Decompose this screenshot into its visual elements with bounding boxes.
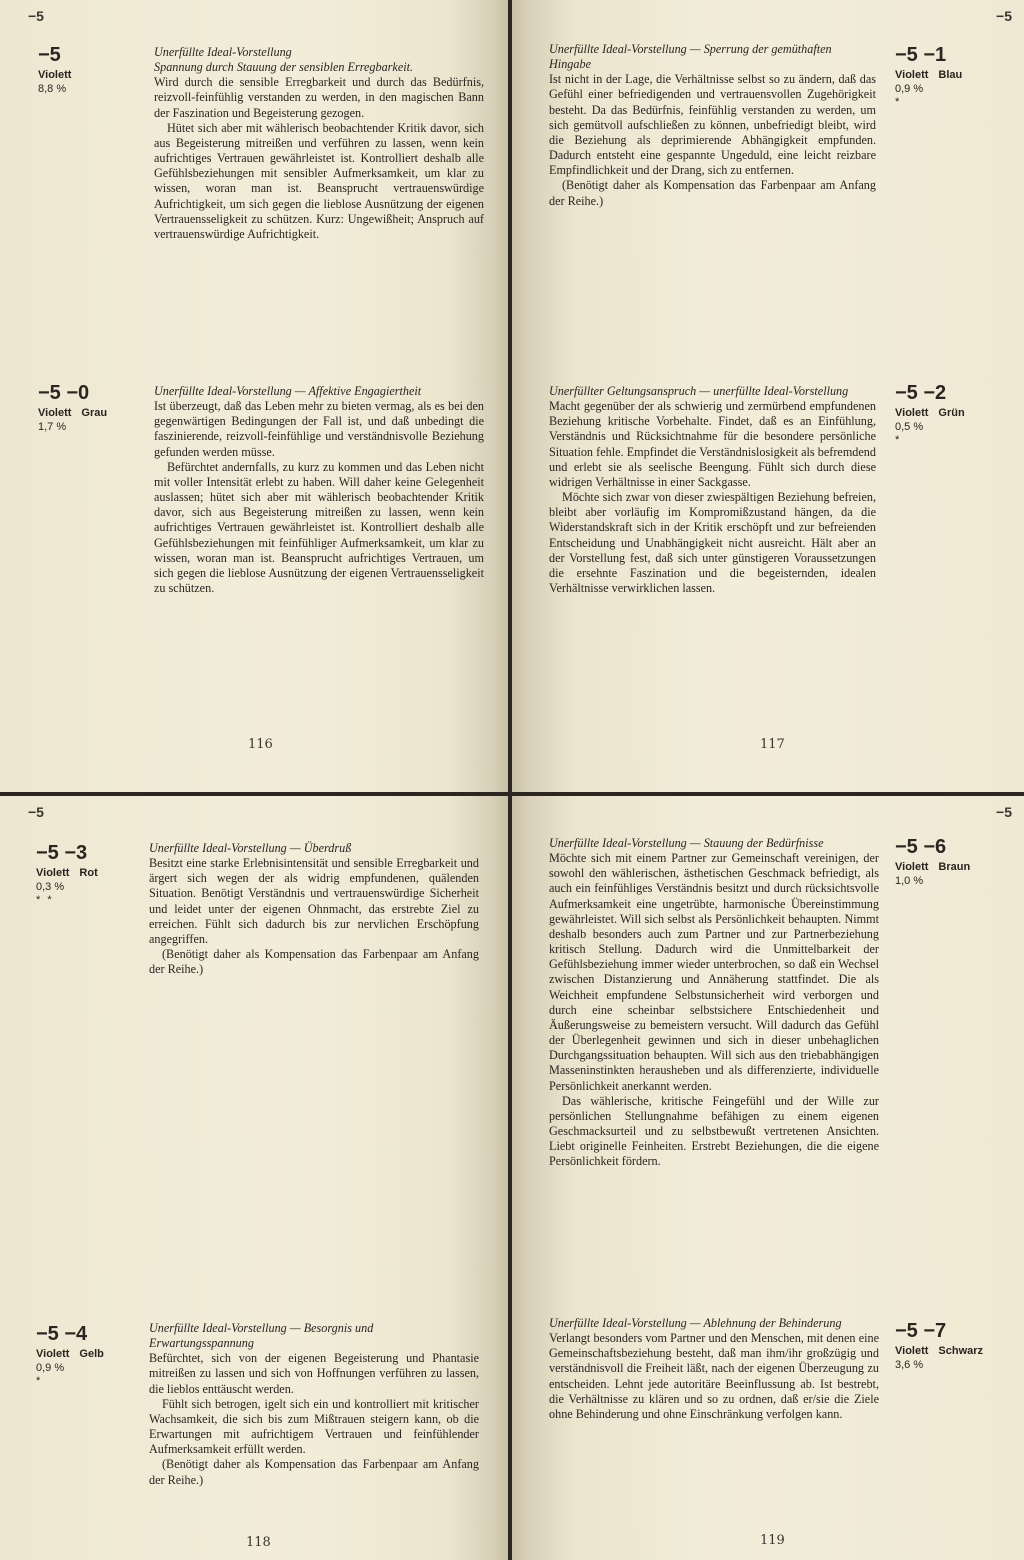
paragraph: Das wählerische, kritische Feingefühl und der Wille zur persönlichen Stellungnahme befähigen zu einem eigenen Geschmacksurteil und zu selbstbewußt vertretenen Ansichten. Liebt originelle Feinheiten. Erstrebt Beziehungen, die die eigene Persönlichkeit fördern. bbox=[549, 1093, 879, 1169]
color-code: −5 −7 bbox=[895, 1320, 947, 1342]
percentage: 1,7 % bbox=[38, 421, 67, 433]
page-number: 116 bbox=[248, 737, 273, 752]
color-code-block bbox=[38, 44, 71, 96]
percentage: 0,9 % bbox=[895, 83, 924, 95]
paragraph: Möchte sich mit einem Partner zur Gemeinschaft vereinigen, der sowohl den wählerischen, ästhetischen Geschmack befriedigt, als auch ein feinfühliges Verständnis besitzt und durch rücksichtsvolle Aufmerksamkeit eine ungetrübte, harmonische Übereinstimmung gewährleistet. Will sich selbst als Persönlichkeit behaupten. Nimmt deshalb besonders auch zum Partner und zur Partnerbeziehung kritisch Stellung. Dadurch wird die Unmittelbarkeit der Gefühlsbeziehung immer wieder unterbrochen, so daß ein Wechsel zwischen Distanzierung und Annäherung stattfindet. Die als Weichheit empfundene Selbstunsicherheit wird verborgen und durch eine scheinbar selbstsichere Entschiedenheit und Äußerungsweise zu bemeistern versucht. Will dadurch das Gefühl der Überlegenheit gewinnen und sich in dieser unbehaglichen Durchgangssituation behaupten. Will sich aus den triebabhängigen Masseninstinkten herausheben und als differenzierte, individuelle Persönlichkeit anerkannt werden. bbox=[549, 851, 879, 1093]
color-name: Violett bbox=[895, 69, 929, 81]
paragraph: Fühlt sich betrogen, igelt sich ein und kontrolliert mit kritischer Wachsamkeit, die sich bis zum Mißtrauen steigern kann, ob die Erwartungen mit aufrichtigem Vertrauen und feinfühlender Aufmerksamkeit erfüllt werden. bbox=[149, 1396, 479, 1457]
entry-title: Unerfüllte Ideal-Vorstellung — Sperrung der gemüthaften Hingabe bbox=[549, 42, 832, 72]
color-name: Braun bbox=[938, 861, 971, 873]
color-name: Violett bbox=[36, 1348, 70, 1360]
percentage: 0,5 % bbox=[895, 421, 924, 433]
color-name: Violett bbox=[36, 867, 70, 879]
paragraph: (Benötigt daher als Kompensation das Farbenpaar am Anfang der Reihe.) bbox=[149, 947, 479, 977]
entry-text bbox=[549, 384, 876, 596]
rating-stars: * * bbox=[36, 894, 54, 906]
color-code: −5 −6 bbox=[895, 836, 947, 858]
paragraph: Macht gegenüber der als schwierig und zermürbend empfundenen Beziehung kritische Vorbehalte. Findet, daß es an Einfühlung, Verständnis und Rücksichtnahme für die besondere persönliche Situation fehle. Empfindet die Verständnislosigkeit als befremdend und erlebt sie als seelische Beengung. Fühlt sich durch diese widrigen Verhältnisse in einer Sackgasse. bbox=[549, 399, 876, 489]
color-name: Grün bbox=[938, 407, 965, 419]
color-name: Schwarz bbox=[938, 1345, 984, 1357]
percentage: 0,3 % bbox=[36, 881, 65, 893]
running-head: −5 bbox=[996, 804, 1012, 820]
color-names bbox=[895, 860, 970, 874]
color-name: Blau bbox=[938, 69, 963, 81]
entry-title: Unerfüllte Ideal-Vorstellung — Affektive Engagiertheit bbox=[154, 384, 422, 398]
page-number: 119 bbox=[760, 1533, 785, 1548]
color-code-block bbox=[895, 1320, 983, 1372]
paragraph: Befürchtet, sich von der eigenen Begeisterung und Phantasie mitreißen zu lassen und sich von Hoffnungen verführen zu lassen, die lieblos enttäuscht werden. bbox=[149, 1351, 479, 1396]
entry-title: Unerfüllte Ideal-Vorstellung — Besorgnis und Erwartungsspannung bbox=[149, 1321, 374, 1351]
entry-text bbox=[149, 1321, 479, 1488]
percentage: 0,9 % bbox=[36, 1362, 65, 1374]
color-names bbox=[895, 1344, 983, 1358]
entry-text bbox=[549, 836, 879, 1169]
paragraph: (Benötigt daher als Kompensation das Farbenpaar am Anfang der Reihe.) bbox=[549, 178, 876, 208]
color-code: −5 −3 bbox=[36, 842, 88, 864]
color-name: Violett bbox=[38, 407, 72, 419]
color-code-block bbox=[36, 1323, 104, 1387]
running-head: −5 bbox=[28, 8, 44, 24]
color-name: Grau bbox=[81, 407, 108, 419]
percentage: 8,8 % bbox=[38, 83, 67, 95]
paragraph: Hütet sich aber mit wählerisch beobachtender Kritik davor, sich aus Begeisterung mitreißen und verführen zu lassen, wenn kein aufrichtiges Vertrauen gewährleistet ist. Kontrolliert deshalb alle Gefühlsbeziehungen mit sensibler Aufmerksamkeit, um klar zu wissen, woran man ist. Beansprucht vertrauenswürdige Aufrichtigkeit, um sich gegen die lieblose Ausnützung der eigenen Vertrauensseligkeit zu schützen. Kurz: Ungewißheit; Anspruch auf vertrauenswürdige Aufrichtigkeit. bbox=[154, 120, 484, 241]
percentage: 1,0 % bbox=[895, 875, 924, 887]
paragraph: Wird durch die sensible Erregbarkeit und durch das Bedürfnis, reizvoll-feinfühlig verstanden zu werden, in den magischen Bann der Faszination und Begeisterung gezogen. bbox=[154, 75, 484, 120]
paragraph: Ist nicht in der Lage, die Verhältnisse selbst so zu ändern, daß das Gefühl einer befriedigenden und vertrauensvollen Zugehörigkeit besteht. Da das Bedürfnis, feinfühlig verstanden zu werden, um sich gemütvoll aufschließen zu können, unbefriedigt bleibt, wird die Beziehung als deprimierende Abhängigkeit empfunden. Dadurch entsteht eine gespannte Ungeduld, eine leicht reizbare Empfindlichkeit und der Drang, sich zu entfernen. bbox=[549, 72, 876, 178]
color-code-block bbox=[895, 44, 962, 108]
running-head: −5 bbox=[28, 804, 44, 820]
page-116 bbox=[0, 0, 508, 792]
entry-subtitle: Spannung durch Stauung der sensiblen Erregbarkeit. bbox=[154, 60, 414, 75]
rating-stars: * bbox=[895, 434, 902, 446]
page-118 bbox=[0, 796, 508, 1560]
paragraph: Möchte sich zwar von dieser zwiespältigen Beziehung befreien, bleibt aber vorläufig im Kompromißzustand hängen, da die Widerstandskraft sich in der Kritik erschöpft und zur befreienden Entscheidung und Unabhängigkeit nicht ausreicht. Hält aber an der Vorstellung fest, daß sich unter günstigeren Voraussetzungen die ersehnte Faszination und die begeisternden, idealen Verhältnisse verwirklichen lassen. bbox=[549, 490, 876, 596]
page-number: 117 bbox=[760, 737, 785, 752]
entry-title: Unerfüllter Geltungsanspruch — unerfüllte Ideal-Vorstellung bbox=[549, 384, 849, 398]
page-117 bbox=[512, 0, 1024, 792]
color-name: Violett bbox=[895, 407, 929, 419]
entry-text bbox=[154, 384, 484, 596]
rating-stars: * bbox=[36, 1375, 43, 1387]
color-names bbox=[895, 406, 965, 420]
percentage: 3,6 % bbox=[895, 1359, 924, 1371]
entry-text bbox=[549, 1316, 879, 1422]
color-name: Rot bbox=[79, 867, 98, 879]
page-119 bbox=[512, 796, 1024, 1560]
color-names bbox=[38, 68, 71, 82]
paragraph: Ist überzeugt, daß das Leben mehr zu bieten vermag, als es bei den gegenwärtigen Bedingungen der Fall ist, und daß unbedingt die faszinierende, reizvoll-feinfühlige und verständnisvolle Beziehung gefunden werden müsse. bbox=[154, 399, 484, 459]
page-number: 118 bbox=[246, 1535, 271, 1550]
paragraph: (Benötigt daher als Kompensation das Farbenpaar am Anfang der Reihe.) bbox=[149, 1457, 479, 1487]
color-name: Violett bbox=[895, 1345, 929, 1357]
color-names bbox=[36, 866, 98, 880]
entry-title: Unerfüllte Ideal-Vorstellung — Ablehnung der Behinderung bbox=[549, 1316, 842, 1330]
entry-text bbox=[549, 42, 876, 209]
rating-stars: * bbox=[895, 96, 902, 108]
color-names bbox=[38, 406, 107, 420]
color-code-block bbox=[38, 382, 107, 434]
running-head: −5 bbox=[996, 8, 1012, 24]
color-name: Gelb bbox=[79, 1348, 104, 1360]
color-code-block bbox=[895, 836, 970, 888]
entry-title: Unerfüllte Ideal-Vorstellung — Stauung der Bedürfnisse bbox=[549, 836, 824, 850]
entry-text bbox=[149, 841, 479, 977]
color-names bbox=[36, 1347, 104, 1361]
color-code: −5 −1 bbox=[895, 44, 947, 66]
color-name: Violett bbox=[38, 69, 72, 81]
entry-title: Unerfüllte Ideal-Vorstellung — Überdruß bbox=[149, 841, 352, 855]
color-code-block bbox=[895, 382, 965, 446]
color-code: −5 −2 bbox=[895, 382, 947, 404]
entry-text bbox=[154, 45, 484, 242]
color-code: −5 −0 bbox=[38, 382, 90, 404]
color-names bbox=[895, 68, 962, 82]
entry-title: Unerfüllte Ideal-Vorstellung bbox=[154, 45, 292, 59]
paragraph: Verlangt besonders vom Partner und den Menschen, mit denen eine Gemeinschaftsbeziehung besteht, daß man ihm/ihr großzügig und verständnisvoll die Freiheit läßt, nach der eigenen Überzeugung zu entscheiden. Lehnt jede autoritäre Beeinflussung ab. Ist bestrebt, die Verhältnisse zu klären und so zu ordnen, daß er/sie die Ziele ohne Behinderung und ohne Einschränkung verfolgen kann. bbox=[549, 1331, 879, 1421]
color-code-block bbox=[36, 842, 98, 906]
color-code: −5 bbox=[38, 44, 61, 66]
paragraph: Befürchtet andernfalls, zu kurz zu kommen und das Leben nicht mit voller Intensität erlebt zu haben. Will daher keine Gelegenheit auslassen; hütet sich aber mit wählerisch beobachtender Kritik davor, sich aus Begeisterung mitreißen zu lassen, wenn kein aufrichtiges Vertrauen gewährleistet ist. Kontrolliert deshalb alle Gefühlsbeziehungen mit feinfühliger Aufmerksamkeit, um klar zu wissen, woran man ist. Beansprucht aufrichtiges Vertrauen, um sich gegen die lieblose Ausnützung der eigenen Vertrauensseligkeit zu schützen. bbox=[154, 459, 484, 596]
color-name: Violett bbox=[895, 861, 929, 873]
paragraph: Besitzt eine starke Erlebnisintensität und sensible Erregbarkeit und ärgert sich wegen der als widrig empfundenen, quälenden Situation. Benötigt Verständnis und vertrauenswürdige Sicherheit und leidet unter der eigenen Ohnmacht, das erstrebte Ziel zu erreichen. Fühlt sich dadurch bis zur nervlichen Erschöpfung angegriffen. bbox=[149, 856, 479, 946]
color-code: −5 −4 bbox=[36, 1323, 88, 1345]
